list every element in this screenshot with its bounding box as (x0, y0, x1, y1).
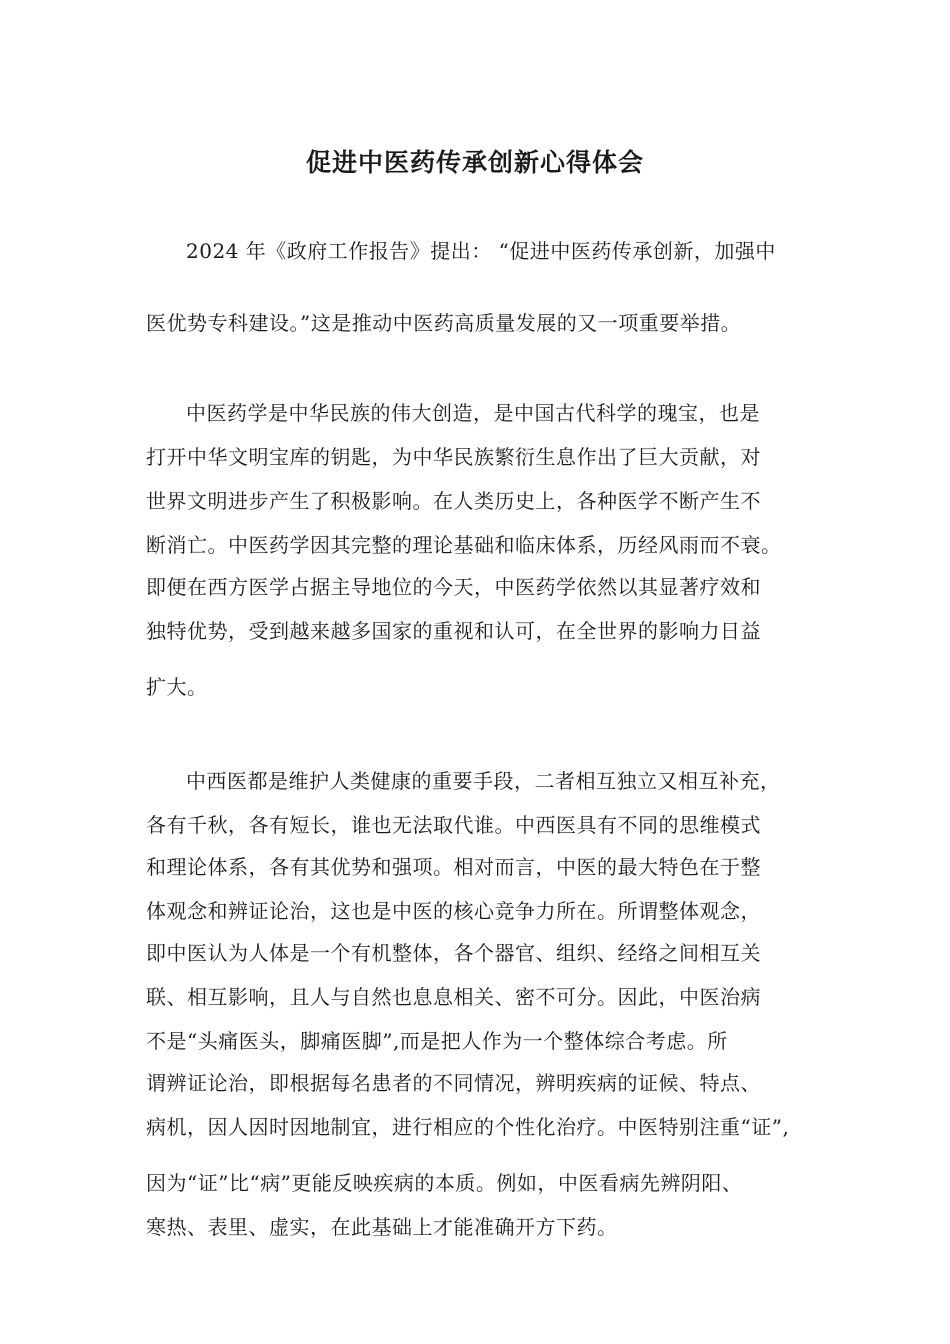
paragraph-2-line-5: 即便在西方医学占据主导地位的今天，中医药学依然以其显著疗效和 (146, 575, 761, 599)
paragraph-3-line-1: 中西医都是维护人类健康的重要手段，二者相互独立又相互补充， (186, 769, 781, 793)
paragraph-2-line-6: 独特优势，受到越来越多国家的重视和认可，在全世界的影响力日益 (146, 619, 761, 643)
paragraph-2-line-1: 中医药学是中华民族的伟大创造，是中国古代科学的瑰宝，也是 (186, 401, 760, 425)
document-title: 促进中医药传承创新心得体会 (305, 148, 644, 177)
paragraph-3-line-10: 因为“证”比“病”更能反映疾病的本质。例如，中医看病先辨阴阳、 (146, 1171, 743, 1195)
paragraph-3-line-3: 和理论体系，各有其优势和强项。相对而言，中医的最大特色在于整 (146, 855, 761, 879)
paragraph-3-line-2: 各有千秋，各有短长，谁也无法取代谁。中西医具有不同的思维模式 (146, 813, 761, 837)
paragraph-3-line-11: 寒热、表里、虚实，在此基础上才能准确开方下药。 (146, 1215, 618, 1239)
paragraph-3-line-7: 不是“头痛医头，脚痛医脚”,而是把人作为一个整体综合考虑。所 (146, 1029, 728, 1053)
paragraph-2-line-3: 世界文明进步产生了积极影响。在人类历史上，各种医学不断产生不 (146, 489, 761, 513)
paragraph-3-line-8: 谓辨证论治，即根据每名患者的不同情况，辨明疾病的证候、特点、 (146, 1071, 761, 1095)
paragraph-2-line-2: 打开中华文明宝库的钥匙，为中华民族繁衍生息作出了巨大贡献，对 (146, 445, 761, 469)
paragraph-2-line-4: 断消亡。中医药学因其完整的理论基础和临床体系，历经风雨而不衰。 (146, 533, 782, 557)
paragraph-1-line-1: 2024 年《政府工作报告》提出： “促进中医药传承创新，加强中 (186, 239, 776, 263)
paragraph-1-line-2: 医优势专科建设。”这是推动中医药高质量发展的又一项重要举措。 (146, 311, 742, 335)
paragraph-3-line-4: 体观念和辨证论治，这也是中医的核心竞争力所在。所谓整体观念， (146, 899, 761, 923)
paragraph-3-line-9: 病机，因人因时因地制宜，进行相应的个性化治疗。中医特别注重“证”, (146, 1115, 790, 1139)
paragraph-3-line-5: 即中医认为人体是一个有机整体，各个器官、组织、经络之间相互关 (146, 941, 761, 965)
paragraph-3-line-6: 联、相互影响，且人与自然也息息相关、密不可分。因此，中医治病 (146, 985, 761, 1009)
paragraph-2-line-7: 扩大。 (146, 675, 208, 699)
